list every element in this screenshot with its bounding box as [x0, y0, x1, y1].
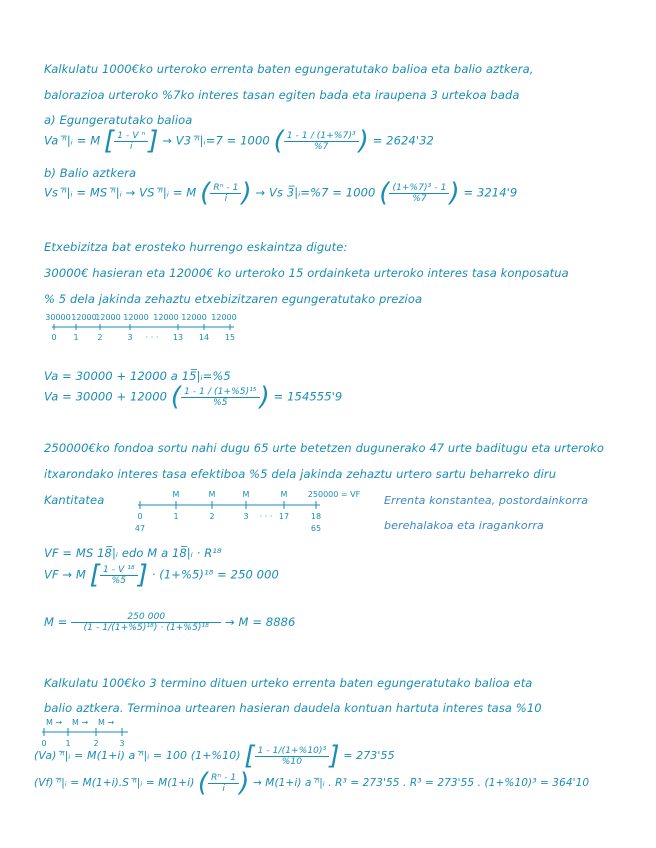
- fraction-denominator: %7: [314, 141, 329, 152]
- paren-close: ): [449, 178, 460, 208]
- paren-close: ): [241, 178, 252, 208]
- p3-eq1: VF = MS 18̅|ᵢ edo M a 18̅|ᵢ · R¹⁸: [44, 546, 222, 560]
- timeline-period-label: 2: [93, 739, 99, 748]
- p3-eq3-result: → M = 8886: [225, 615, 296, 629]
- fraction-numerator: 250 000: [71, 612, 221, 623]
- fraction-denominator: i: [224, 193, 228, 204]
- timeline-amount-label: 12000: [123, 313, 149, 322]
- timeline-age-label: 65: [310, 524, 322, 533]
- p1-vs-lhs: Vs ⁿ̅|ᵢ = MS ⁿ̅|ᵢ → VS ⁿ̅|ᵢ = M: [44, 185, 197, 200]
- timeline-amount-label: 12000: [71, 313, 97, 322]
- bracket-close: ]: [148, 126, 159, 156]
- p4-eq1-fraction: [255, 746, 330, 767]
- timeline-amount-label: 12000: [211, 313, 237, 322]
- p1-part-b-label: b) Balio aztkera: [44, 166, 137, 180]
- fraction-numerator: 1 - 1 / (1+%5)¹⁵: [181, 387, 260, 398]
- p4-statement-line2: balio aztkera. Terminoa urtearen hasieran daudela kontuan hartuta interes tasa %10: [44, 701, 542, 715]
- timeline-amount-label: M →: [98, 718, 115, 727]
- p4-eq1-lhs: (Va) ⁿ̅|ᵢ = M(1+i) a ⁿ̅|ᵢ = 100 (1+%10): [34, 749, 241, 762]
- timeline-age-label: 47: [134, 524, 146, 533]
- timeline-amount-label: 30000: [45, 313, 71, 322]
- p1-va-lhs: Va ⁿ̅|ᵢ = M: [44, 133, 101, 148]
- p2-timeline: [45, 312, 248, 348]
- timeline-period-label: 0: [51, 333, 57, 342]
- p1-vs-fraction: [210, 183, 241, 204]
- p1-vs-equation: [44, 180, 517, 206]
- p2-statement-line3: % 5 dela jakinda zehaztu etxebizitzaren egungeratutako prezioa: [44, 292, 423, 306]
- fraction-numerator: Rⁿ - 1: [210, 183, 241, 194]
- p2-timeline-svg: [45, 312, 248, 344]
- p2-eq2: [44, 384, 342, 410]
- p3-eq2-result: · (1+%5)¹⁸ = 250 000: [151, 567, 279, 582]
- p3-eq2-fraction: [100, 565, 138, 586]
- timeline-period-label: 18: [310, 512, 322, 521]
- p1-va-result: = 2624'32: [372, 133, 434, 148]
- p4-eq2-lhs: (Vf) ⁿ̅|ᵢ = M(1+i).S ⁿ̅|ᵢ = M(1+i): [34, 777, 195, 789]
- timeline-amount-label: M →: [46, 718, 63, 727]
- timeline-period-label: 0: [41, 739, 47, 748]
- p3-statement-line3: Kantitatea: [44, 493, 105, 507]
- p1-vs-fraction2: [389, 183, 449, 204]
- fraction-denominator: %5: [213, 397, 228, 408]
- p1-statement-line1: Kalkulatu 1000€ko urteroko errenta baten egungeratutako balioa eta balio aztkera,: [44, 62, 534, 76]
- fraction-numerator: 1 - 1/(1+%10)³: [255, 746, 330, 757]
- p3-eq3-fraction: [71, 612, 221, 633]
- p1-va-fraction2: [284, 131, 359, 152]
- p1-va-fraction: [114, 131, 148, 152]
- paren-open: (: [273, 126, 284, 156]
- timeline-period-label: 15: [224, 333, 236, 342]
- p3-eq3-lhs: M =: [44, 615, 68, 629]
- timeline-amount-label: M: [172, 490, 180, 499]
- p1-vs-result: = 3214'9: [463, 185, 518, 200]
- timeline-amount-label: 12000: [181, 313, 207, 322]
- timeline-amount-label: 250000 = VF: [307, 490, 361, 499]
- paren-open: (: [170, 382, 182, 412]
- p3-eq3: [44, 612, 295, 633]
- bracket-open: [: [89, 560, 100, 590]
- p1-vs-mid: → Vs 3̅|ᵢ=%7 = 1000: [255, 185, 376, 200]
- timeline-period-label: 3: [127, 333, 133, 342]
- paren-open: (: [200, 178, 211, 208]
- timeline-amount-label: M: [208, 490, 216, 499]
- bracket-close: ]: [329, 741, 340, 771]
- p3-eq2: [44, 562, 279, 588]
- timeline-period-label: · · ·: [259, 512, 273, 521]
- p1-va-mid: → V3 ⁿ̅|ᵢ=7 = 1000: [162, 133, 270, 148]
- p3-note-line1: Errenta konstantea, postordainkorra: [384, 494, 589, 507]
- p4-eq1: [34, 743, 395, 769]
- fraction-numerator: 1 - V ⁿ: [114, 131, 148, 142]
- p3-statement-line2: itxarondako interes tasa efektiboa %5 dela jakinda zehaztu urtero sartu beharreko diru: [44, 467, 557, 481]
- fraction-denominator: i: [222, 783, 225, 794]
- p2-eq1: Va = 30000 + 12000 a 15̅|ᵢ=%5: [44, 369, 231, 383]
- p4-eq2: [34, 770, 589, 796]
- fraction-denominator: %5: [111, 575, 127, 586]
- fraction-denominator: (1 - 1/(1+%5)¹⁸) · (1+%5)¹⁸: [83, 623, 209, 633]
- fraction-numerator: (1+%7)³ - 1: [389, 183, 449, 194]
- fraction-denominator: i: [129, 141, 133, 152]
- p1-statement-line2: balorazioa urteroko %7ko interes tasan egiten bada eta iraupena 3 urtekoa bada: [44, 88, 520, 102]
- fraction-numerator: 1 - V ¹⁸: [100, 565, 138, 576]
- p3-eq2-lhs: VF → M: [44, 567, 86, 582]
- timeline-period-label: 2: [97, 333, 103, 342]
- p1-part-a-label: a) Egungeratutako balioa: [44, 113, 193, 127]
- p4-statement-line1: Kalkulatu 100€ko 3 termino dituen urteko errenta baten egungeratutako balioa eta: [44, 676, 533, 690]
- fraction-numerator: 1 - 1 / (1+%7)³: [284, 131, 359, 142]
- timeline-period-label: 1: [73, 333, 79, 342]
- bracket-open: [: [244, 741, 255, 771]
- p4-eq2-fraction: [208, 773, 239, 794]
- timeline-amount-label: 12000: [95, 313, 121, 322]
- timeline-amount-label: 12000: [153, 313, 179, 322]
- p1-va-equation: [44, 128, 434, 154]
- timeline-amount-label: M: [242, 490, 250, 499]
- p2-statement-line1: Etxebizitza bat erosteko hurrengo eskaintza digute:: [44, 240, 348, 254]
- timeline-period-label: 13: [172, 333, 184, 342]
- timeline-amount-label: M: [280, 490, 288, 499]
- p3-statement-line1: 250000€ko fondoa sortu nahi dugu 65 urte betetzen dugunerako 47 urte baditugu eta urteroko: [44, 441, 605, 455]
- p3-note-line2: berehalakoa eta iragankorra: [384, 519, 544, 532]
- p3-timeline: [134, 487, 374, 541]
- timeline-period-label: 3: [243, 512, 249, 521]
- timeline-period-label: 17: [278, 512, 290, 521]
- timeline-period-label: · · ·: [145, 333, 159, 342]
- p2-eq2-lhs: Va = 30000 + 12000: [44, 389, 168, 404]
- fraction-denominator: %10: [281, 756, 303, 767]
- paren-open: (: [197, 768, 209, 798]
- timeline-period-label: 0: [137, 512, 143, 521]
- timeline-period-label: 2: [209, 512, 215, 521]
- timeline-period-label: 3: [119, 739, 125, 748]
- p3-timeline-svg: [134, 487, 374, 537]
- p2-eq2-result: = 154555'9: [273, 389, 343, 404]
- paren-close: ): [239, 768, 250, 798]
- bracket-close: ]: [137, 560, 148, 590]
- p4-eq1-result: = 273'55: [343, 749, 395, 762]
- paren-open: (: [379, 178, 390, 208]
- timeline-period-label: 1: [173, 512, 179, 521]
- bracket-open: [: [104, 126, 115, 156]
- timeline-amount-label: M →: [72, 718, 89, 727]
- paren-close: ): [259, 382, 270, 412]
- paren-close: ): [358, 126, 369, 156]
- timeline-period-label: 14: [198, 333, 210, 342]
- p4-eq2-result: → M(1+i) a ⁿ̅|ᵢ . R³ = 273'55 . R³ = 273'55 . (1+%10)³ = 364'10: [252, 777, 590, 789]
- fraction-numerator: Rⁿ - 1: [208, 773, 239, 784]
- p2-eq2-fraction: [181, 387, 260, 408]
- timeline-period-label: 1: [65, 739, 71, 748]
- p2-statement-line2: 30000€ hasieran eta 12000€ ko urteroko 15 ordainketa urteroko interes tasa konposatua: [44, 266, 569, 280]
- fraction-denominator: %7: [412, 193, 427, 204]
